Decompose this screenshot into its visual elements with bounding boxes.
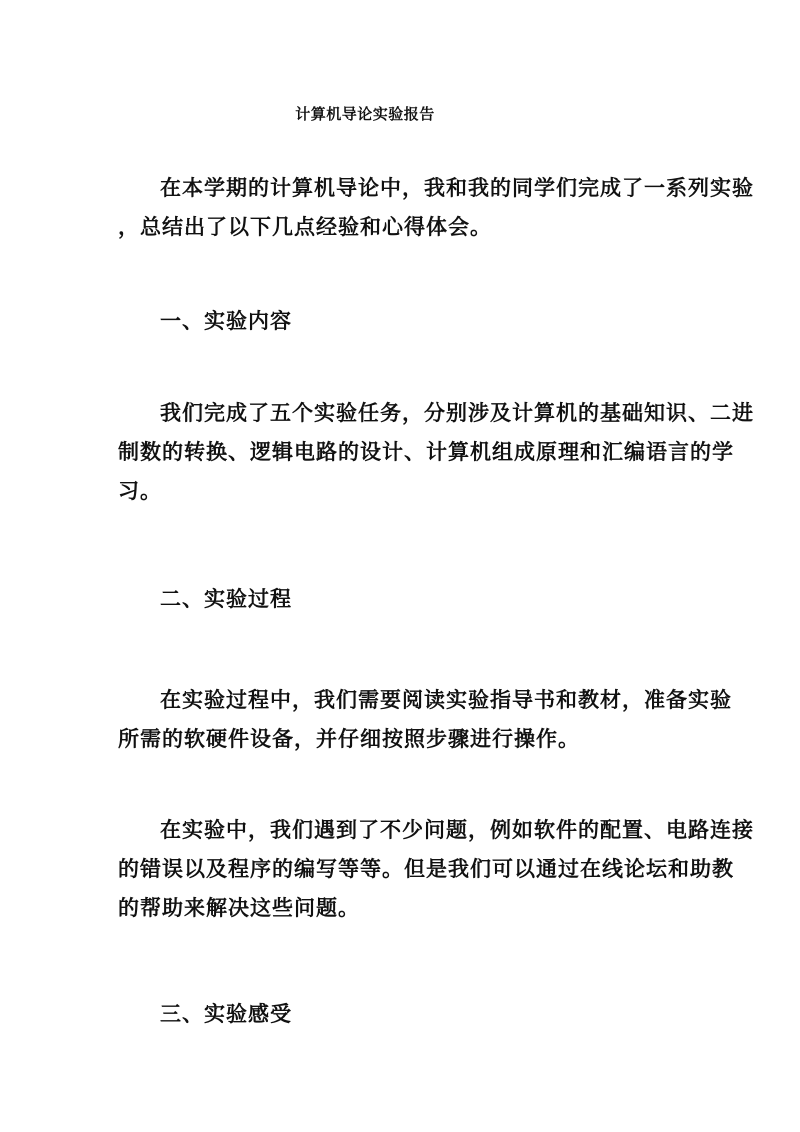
section-2-heading: 二、实验过程 xyxy=(160,586,292,611)
intro-line-1: 在本学期的计算机导论中，我和我的同学们完成了一系列实验 xyxy=(160,175,754,200)
section-2-p1-line-2: 所需的软硬件设备，并仔细按照步骤进行操作。 xyxy=(118,726,580,751)
section-2-p2-line-1: 在实验中，我们遇到了不少问题，例如软件的配置、电路连接 xyxy=(160,817,754,842)
section-2-p1-line-1: 在实验过程中，我们需要阅读实验指导书和教材，准备实验 xyxy=(160,687,732,712)
section-2-p2-line-2: 的错误以及程序的编写等等。但是我们可以通过在线论坛和助教 xyxy=(118,856,734,881)
section-2-paragraph-1 xyxy=(118,680,732,758)
section-1-line-1: 我们完成了五个实验任务，分别涉及计算机的基础知识、二进 xyxy=(160,400,754,425)
intro-line-2: ，总结出了以下几点经验和心得体会。 xyxy=(118,214,492,239)
section-1-heading: 一、实验内容 xyxy=(160,308,292,333)
section-1-paragraph xyxy=(118,393,754,510)
section-2-p2-line-3: 的帮助来解决这些问题。 xyxy=(118,895,360,920)
section-1-line-2: 制数的转换、逻辑电路的设计、计算机组成原理和汇编语言的学 xyxy=(118,439,734,464)
intro-paragraph xyxy=(118,168,754,246)
section-1-line-3: 习。 xyxy=(118,478,162,503)
section-3-heading: 三、实验感受 xyxy=(160,1001,292,1026)
section-2-paragraph-2 xyxy=(118,810,754,927)
document-title: 计算机导论实验报告 xyxy=(295,105,435,123)
